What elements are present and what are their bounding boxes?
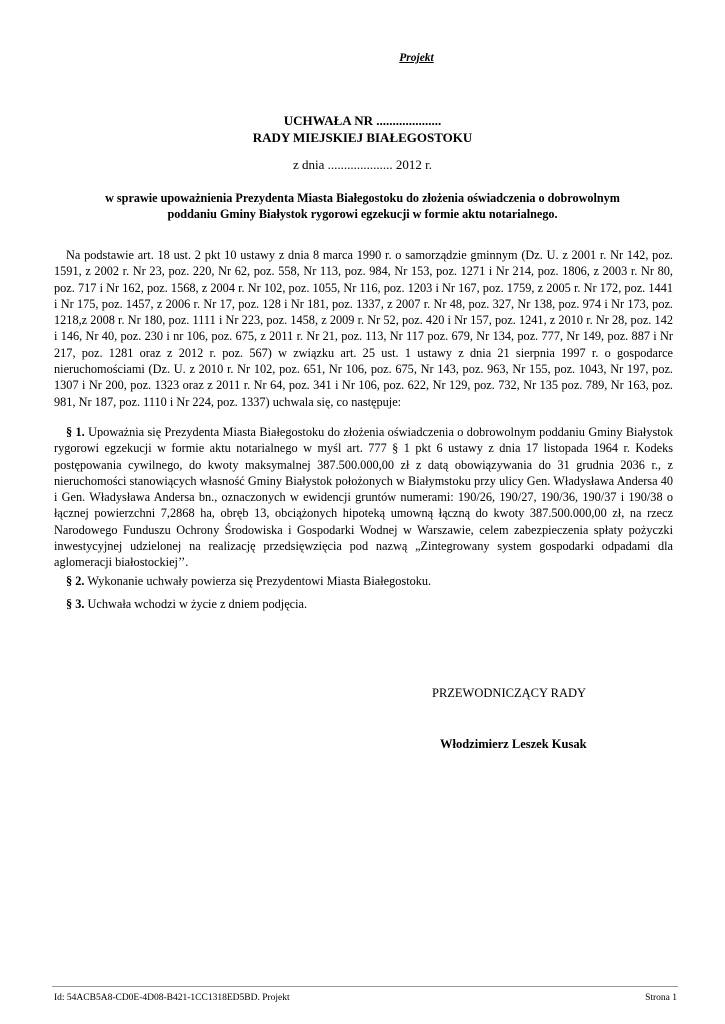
footer-page-number: Strona 1 — [645, 993, 677, 1003]
preamble-paragraph: Na podstawie art. 18 ust. 2 pkt 10 ustawy z dnia 8 marca 1990 r. o samorządzie gminnym (Dz. U. z 2001 r. Nr 142, poz. 1591, z 2002 r. Nr 23, poz. 220, Nr 62, poz. 558, Nr 113, poz. 984, Nr 153, poz. 1271 i Nr 214, poz. 1806, z 2003 r. Nr 80, poz. 717 i Nr 162, poz. 1568, z 2004 r. Nr 102, poz. 1055, Nr 116, poz. 1203 i Nr 167, poz. 1759, z 2005 r. Nr 172, poz. 1441 i Nr 175, poz. 1457, z 2006 r. Nr 17, poz. 128 i Nr 181, poz. 1337, z 2007 r. Nr 48, poz. 327, Nr 138, poz. 974 i Nr 173, poz. 1218,z 2008 r. Nr 180, poz. 1111 i Nr 223, poz. 1458, z 2009 r. Nr 52, poz. 420 i Nr 157, poz. 1241, z 2010 r. Nr 28, poz. 142 i 146, Nr 40, poz. 230 i nr 106, poz. 675, z 2011 r. Nr 21, poz. 113, Nr 117 poz. 679, Nr 134, poz. 777, Nr 149, poz. 887 i Nr 217, poz. 1281 oraz z 2012 r. poz. 567) w związku art. 25 ust. 1 ustawy z dnia 21 sierpnia 1997 r. o gospodarce nieruchomościami (Dz. U. z 2010 r. Nr 102, poz. 651, Nr 106, poz. 675, Nr 143, poz. 963, Nr 155, poz. 1043, Nr 197, poz. 1307 i Nr 200, poz. 1323 oraz z 2011 r. Nr 64, poz. 341 i Nr 106, poz. 622, Nr 129, poz. 732, Nr 135 poz. 789, Nr 163, poz. 981, Nr 187, poz. 1110 i Nr 224, poz. 1337) uchwala się, co następuje: — [54, 248, 673, 409]
resolution-date: z dnia .................... 2012 r. — [292, 157, 432, 172]
section-3 — [54, 596, 673, 612]
section-1-text: Upoważnia się Prezydenta Miasta Białegostoku do złożenia oświadczenia o dobrowolnym poddaniu Gminy Białystok rygorowi egzekucji w formie aktu notarialnego w myśl art. 777 § 1 pkt 6 ustawy z dnia 17 listopada 1964 r. Kodeks postępowania cywilnego, do kwoty maksymalnej 387.500.000,00 zł z datą obowiązywania do 31 grudnia 2036 r., z nieruchomości stanowiących własność Gminy Białystok położonych w Białymstoku przy ulicy Gen. Władysława Andersa 40 i Gen. Władysława Andersa bn., oznaczonych w ewidencji gruntów numerami: 190/26, 190/27, 190/36, 190/37 i 190/38 o łącznej powierzchni 7,2868 ha, obręb 13, obciążonych hipoteką umowną łączną do kwoty 387.500.000,00 zł, na rzecz Narodowego Funduszu Ochrony Środowiska i Gospodarki Wodnej w Warszawie, celem zabezpieczenia spłaty pożyczki inwestycyjnej udzielonej na realizację przedsięwzięcia pod nazwą „Zintegrowany system gospodarki odpadami dla aglomeracji białostockiej’’. — [54, 425, 673, 570]
resolution-number: UCHWAŁA NR .................... — [283, 113, 442, 128]
section-2-number: § 2. — [66, 574, 85, 588]
signature-name: Włodzimierz Leszek Kusak — [440, 737, 587, 751]
section-1-number: § 1. — [66, 425, 85, 439]
footer-divider — [52, 986, 678, 987]
resolution-subject — [60, 190, 665, 222]
subject-line-1: w sprawie upoważnienia Prezydenta Miasta Białegostoku do złożenia oświadczenia o dobrowolnym — [105, 191, 620, 205]
draft-label: Projekt — [399, 52, 434, 64]
section-2-text: Wykonanie uchwały powierza się Prezydentowi Miasta Białegostoku. — [87, 574, 432, 588]
section-3-text: Uchwała wchodzi w życie z dniem podjęcia. — [87, 597, 308, 611]
subject-line-2: poddaniu Gminy Białystok rygorowi egzekucji w formie aktu notarialnego. — [167, 207, 558, 221]
footer-document-id: Id: 54ACB5A8-CD0E-4D08-B421-1CC1318ED5BD. Projekt — [54, 993, 290, 1003]
resolution-title — [0, 112, 725, 146]
section-1 — [54, 424, 673, 571]
section-3-number: § 3. — [66, 597, 85, 611]
signature-role: PRZEWODNICZĄCY RADY — [432, 686, 587, 700]
council-name: RADY MIEJSKIEJ BIAŁEGOSTOKU — [252, 130, 473, 145]
section-2 — [54, 573, 673, 589]
